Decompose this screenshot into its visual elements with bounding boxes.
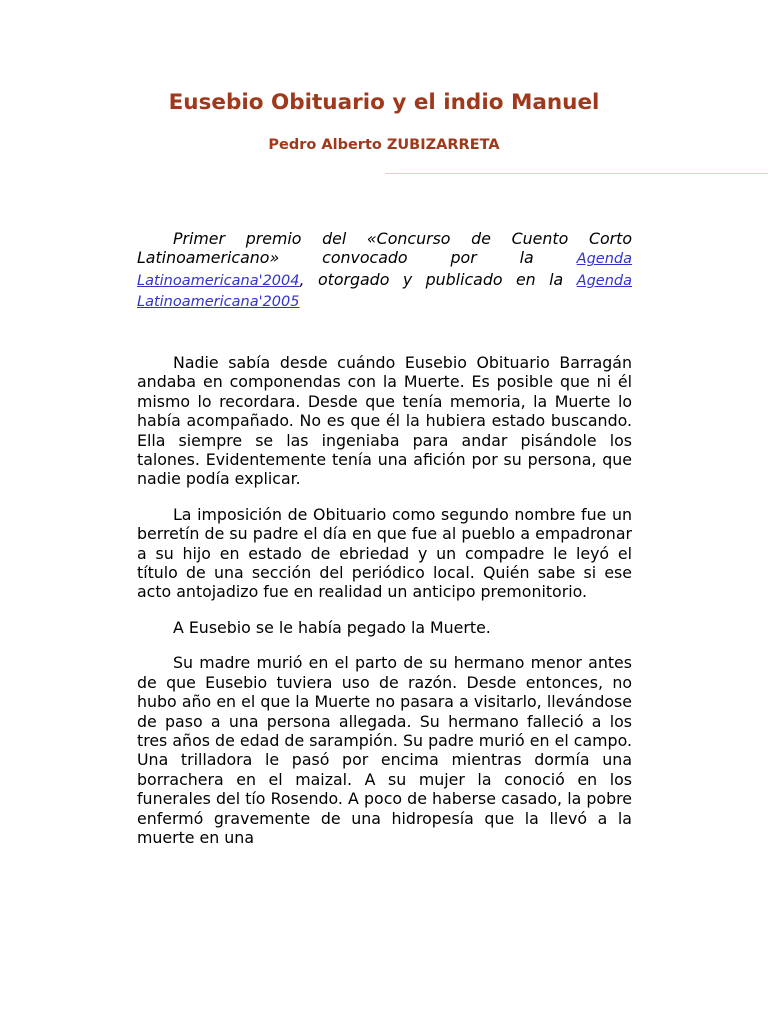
header-divider (385, 173, 768, 174)
intro-section (137, 229, 632, 313)
document-title: Eusebio Obituario y el indio Manuel (168, 90, 600, 115)
intro-text-1: Primer premio del «Concurso de Cuento Corto Latinoamericano» convocado por la (137, 229, 632, 268)
document-author: Pedro Alberto ZUBIZARRETA (268, 137, 500, 153)
story-paragraph: Su madre murió en el parto de su hermano menor antes de que Eusebio tuviera uso de razón. Desde entonces, no hubo año en el que la Muerte no pasara a visitarlo, llevándose de paso a una persona allegada. Su hermano falleció a los tres años de edad de sarampión. Su padre murió en el campo. Una trilladora le pasó por encima mientras dormía una borrachera en el maizal. A su mujer la conoció en los funerales del tío Rosendo. A poco de haberse casado, la pobre enfermó gravemente de una hidropesía que la llevó a la muerte en una (137, 653, 632, 847)
story-body (137, 353, 632, 863)
intro-paragraph (137, 229, 632, 313)
agenda-2004-link[interactable]: Agenda Latinoamericana'2004 (137, 251, 632, 289)
intro-text-2: , otorgado y publicado en la (299, 269, 577, 289)
story-paragraph: Nadie sabía desde cuándo Eusebio Obituario Barragán andaba en componendas con la Muerte. Es posible que ni él mismo lo recordara. Desde que tenía memoria, la Muerte lo había acompañado. No es que él la hubiera estado buscando. Ella siempre se las ingeniaba para andar pisándole los talones. Evidentemente tenía una afición por su persona, que nadie podía explicar. (137, 353, 632, 489)
agenda-2005-link[interactable]: Agenda Latinoamericana'2005 (137, 272, 632, 311)
story-paragraph: La imposición de Obituario como segundo nombre fue un berretín de su padre el día en que fue al pueblo a empadronar a su hijo en estado de ebriedad y un compadre le leyó el título de una sección del periódico local. Quién sabe si ese acto antojadizo fue en realidad un anticipo premonitorio. (137, 504, 632, 602)
story-paragraph: A Eusebio se le había pegado la Muerte. (173, 617, 491, 637)
